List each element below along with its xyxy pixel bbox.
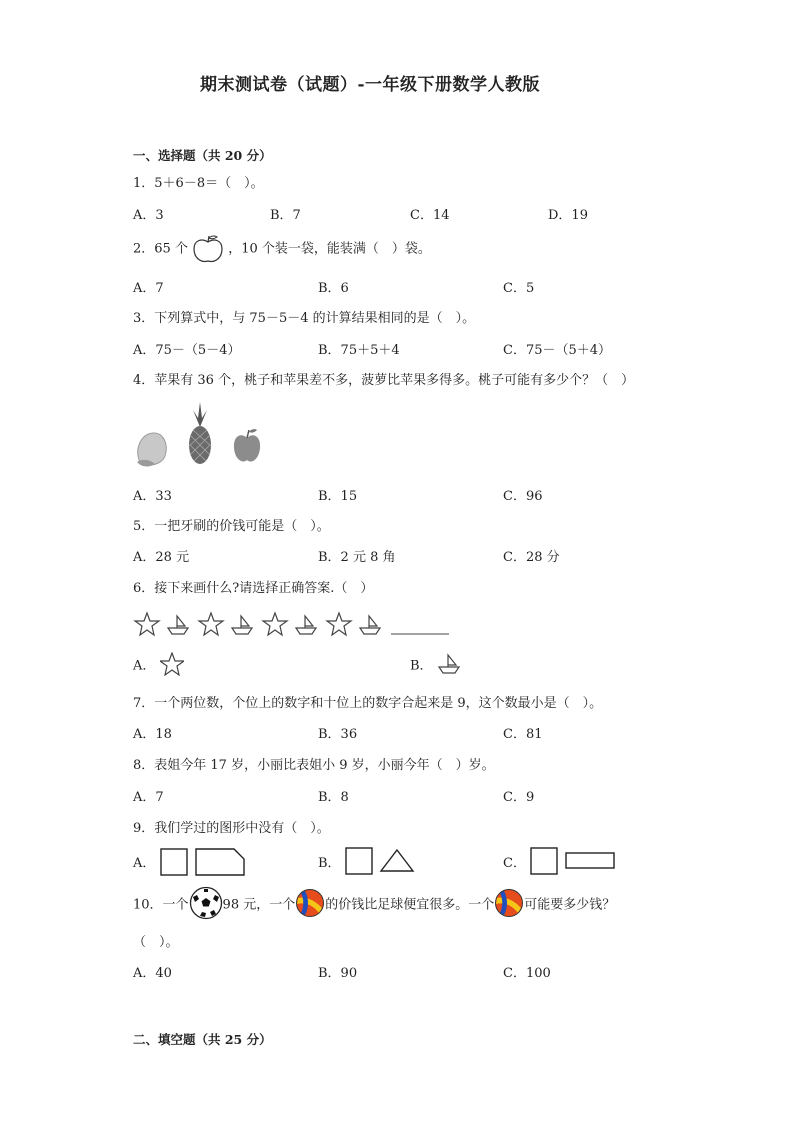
q5-option-c[interactable]: C．28 分 xyxy=(503,550,560,565)
section-heading-fill-in: 二、填空题（共 25 分） xyxy=(133,1032,272,1047)
star-icon xyxy=(160,652,184,676)
question-4: 4．苹果有 36 个，桃子和苹果差不多，菠萝比苹果多得多。桃子可能有多少个？（ ） xyxy=(133,373,635,388)
q2-option-b[interactable]: B．6 xyxy=(318,281,349,296)
boat-icon xyxy=(360,616,380,634)
question-1: 1．5＋6－8＝（ ）。 xyxy=(133,176,264,191)
q4-option-a[interactable]: A．33 xyxy=(133,489,172,504)
soccer-ball-icon xyxy=(189,886,223,920)
q5-option-b[interactable]: B．2 元 8 角 xyxy=(318,550,396,565)
boat-icon xyxy=(296,616,316,634)
q8-option-a[interactable]: A．7 xyxy=(133,790,164,805)
q1-option-c[interactable]: C．14 xyxy=(410,208,450,223)
volleyball-icon xyxy=(295,888,325,918)
triangle-icon xyxy=(379,848,415,874)
pineapple-icon xyxy=(189,402,211,464)
question-2 xyxy=(133,234,431,264)
star-icon xyxy=(135,613,159,635)
q4-fruit-images xyxy=(133,400,273,470)
q2-prefix: 2．65 个 xyxy=(133,241,188,257)
question-3: 3．下列算式中，与 75－5－4 的计算结果相同的是（ ）。 xyxy=(133,311,476,326)
q1-option-b[interactable]: B．7 xyxy=(270,208,301,223)
question-8: 8．表姐今年 17 岁，小丽比表姐小 9 岁，小丽今年（ ）岁。 xyxy=(133,758,495,773)
q5-option-a[interactable]: A．28 元 xyxy=(133,550,190,565)
q6-option-a[interactable]: A． xyxy=(133,652,184,676)
square-icon xyxy=(160,846,190,876)
q7-option-a[interactable]: A．18 xyxy=(133,727,172,742)
apple-fruit-icon xyxy=(234,429,260,461)
q10-option-c[interactable]: C．100 xyxy=(503,966,551,981)
star-icon xyxy=(263,613,287,635)
q3-option-c[interactable]: C．75－（5＋4） xyxy=(503,343,612,358)
section-heading-choice: 一、选择题（共 20 分） xyxy=(133,148,272,163)
question-5: 5．一把牙刷的价钱可能是（ ）。 xyxy=(133,519,330,534)
q1-option-d[interactable]: D．19 xyxy=(548,208,588,223)
rectangle-icon xyxy=(564,851,616,871)
q6-option-b[interactable]: B． xyxy=(410,652,461,676)
question-6: 6．接下来画什么?请选择正确答案.（ ） xyxy=(133,581,374,596)
boat-icon xyxy=(168,616,188,634)
q9-option-c[interactable]: C． xyxy=(503,846,616,876)
boat-icon xyxy=(437,652,461,676)
peach-icon xyxy=(137,433,166,467)
q4-option-b[interactable]: B．15 xyxy=(318,489,358,504)
page-title: 期末测试卷（试题）-一年级下册数学人教版 xyxy=(200,75,541,95)
question-10-line2: （ ）。 xyxy=(133,935,179,950)
q3-option-b[interactable]: B．75＋5＋4 xyxy=(318,343,400,358)
star-icon xyxy=(327,613,351,635)
q9-option-a[interactable]: A． xyxy=(133,846,246,876)
q8-option-c[interactable]: C．9 xyxy=(503,790,535,805)
q10-option-a[interactable]: A．40 xyxy=(133,966,172,981)
q8-option-b[interactable]: B．8 xyxy=(318,790,349,805)
q7-option-b[interactable]: B．36 xyxy=(318,727,358,742)
pentagon-icon xyxy=(194,846,246,876)
boat-icon xyxy=(232,616,252,634)
square-icon xyxy=(345,846,375,876)
q2-suffix: ，10 个装一袋，能装满（ ）袋。 xyxy=(228,241,431,257)
q7-option-c[interactable]: C．81 xyxy=(503,727,543,742)
q10-option-b[interactable]: B．90 xyxy=(318,966,358,981)
q2-option-a[interactable]: A．7 xyxy=(133,281,164,296)
q1-option-a[interactable]: A．3 xyxy=(133,208,164,223)
q4-option-c[interactable]: C．96 xyxy=(503,489,543,504)
star-icon xyxy=(199,613,223,635)
q9-option-b[interactable]: B． xyxy=(318,846,415,876)
question-9: 9．我们学过的图形中没有（ ）。 xyxy=(133,821,330,836)
volleyball-icon xyxy=(494,888,524,918)
question-7: 7．一个两位数，个位上的数字和十位上的数字合起来是 9，这个数最小是（ ）。 xyxy=(133,696,603,711)
q6-pattern xyxy=(133,610,453,638)
square-icon xyxy=(530,846,560,876)
apple-icon xyxy=(192,234,224,264)
q2-option-c[interactable]: C．5 xyxy=(503,281,535,296)
question-10: 10．一个 98 元，一个 的价钱比足球便宜很多。一个 可能要多少钱？ xyxy=(133,886,615,920)
q3-option-a[interactable]: A．75－（5－4） xyxy=(133,343,241,358)
